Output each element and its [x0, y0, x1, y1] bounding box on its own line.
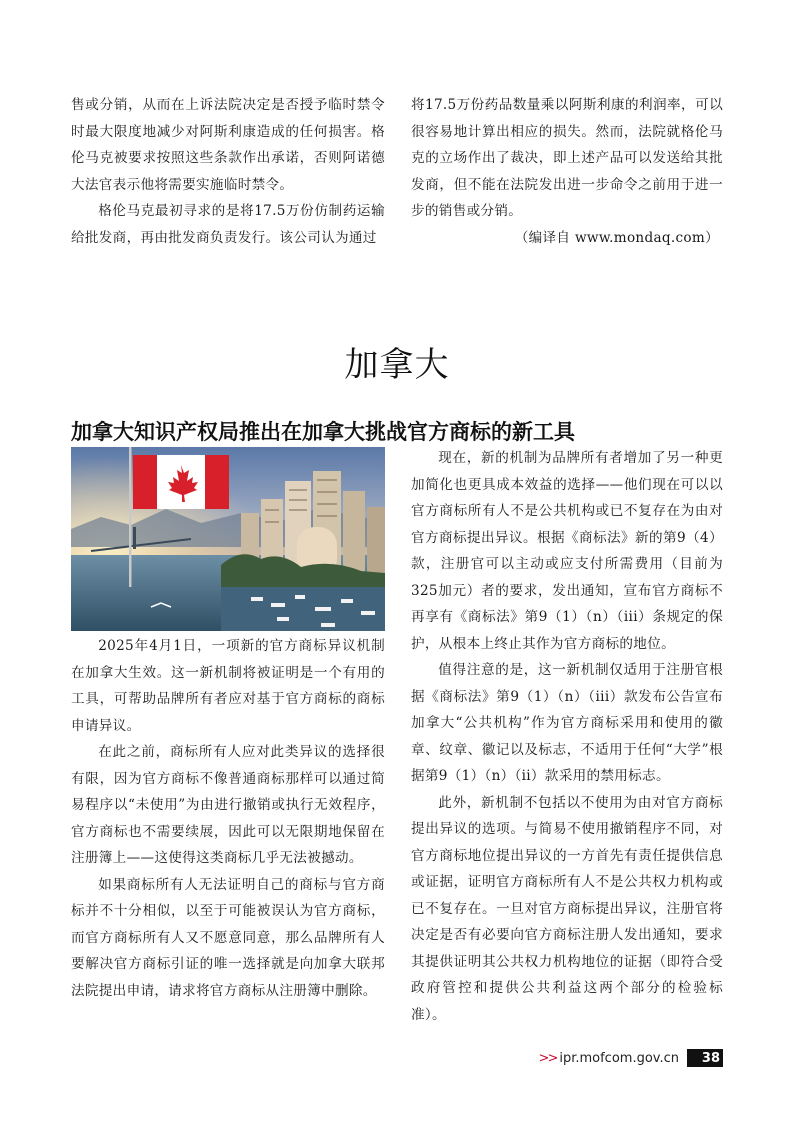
page-footer [539, 1048, 723, 1068]
vancouver-flag-photo [71, 447, 385, 631]
paragraph: 此外，新机制不包括以不使用为由对官方商标提出异议的选项。与简易不使用撤销程序不同，对官方商标地位提出异议的一方首先有责任提供信息或证据，证明官方商标所有人不是公共权力机构或已不复存在。一旦对官方商标提出异议，注册官将决定是否有必要向官方商标注册人发出通知，要求其提供证明其公共权力机构地位的证据（即符合受政府管控和提供公共利益这两个部分的检验标准）。 [411, 794, 723, 1023]
paragraph: 现在，新的机制为品牌所有者增加了另一种更加简化也更具成本效益的选择——他们现在可以以官方商标所有人不是公共机构或已不复存在为由对官方商标提出异议。根据《商标法》新的第9（4）款，注册官可以主动或应支付所需费用（目前为325加元）者的要求，发出通知，宣布官方商标不再享有《商标法》第9（1）（n）（iii）条规定的保护，从根本上终止其作为官方商标的地位。 [411, 450, 723, 652]
paragraph: 2025年4月1日，一项新的官方商标异议机制在加拿大生效。这一新机制将被证明是一个有用的工具，可帮助品牌所有者应对基于官方商标的商标申请异议。 [71, 638, 385, 734]
page-number: 38 [687, 1049, 723, 1067]
article-right-column [411, 445, 723, 1028]
paragraph: 值得注意的是，这一新机制仅适用于注册官根据《商标法》第9（1）（n）（iii）款发布公告宣布加拿大“公共机构”作为官方商标采用和使用的徽章、纹章、徽记以及标志，不适用于任何“大学”根据第9（1）（n）（ii）款采用的禁用标志。 [411, 662, 723, 784]
footer-site-link[interactable]: ipr.mofcom.gov.cn [559, 1050, 679, 1066]
double-chevron-icon: >> [538, 1050, 557, 1066]
top-left-column [71, 92, 385, 251]
paragraph: 将17.5万份药品数量乘以阿斯利康的利润率，可以很容易地计算出相应的损失。然而，法院就格伦马克的立场作出了裁决，即上述产品可以发送给其批发商，但不能在法院发出进一步命令之前用于进一步的销售或分销。 [411, 97, 723, 219]
paragraph: 格伦马克最初寻求的是将17.5万份仿制药运输给批发商，再由批发商负责发行。该公司认为通过 [71, 203, 385, 246]
paragraph: 如果商标所有人无法证明自己的商标与官方商标并不十分相似，以至于可能被误认为官方商标，而官方商标所有人又不愿意同意，那么品牌所有人要解决官方商标引证的唯一选择就是向加拿大联邦法院提出申请，请求将官方商标从注册簿中删除。 [71, 876, 385, 999]
section-title: 加拿大 [344, 345, 450, 385]
paragraph: 在此之前，商标所有人应对此类异议的选择很有限，因为官方商标不像普通商标那样可以通过简易程序以“未使用”为由进行撤销或执行无效程序，官方商标也不需要续展，因此可以无限期地保留在注册簿上——这使得这类商标几乎无法被撼动。 [71, 744, 385, 866]
top-right-column [411, 92, 723, 251]
article-title: 加拿大知识产权局推出在加拿大挑战官方商标的新工具 [71, 420, 575, 444]
article-left-column [71, 633, 385, 1004]
source-credit: （编译自 www.mondaq.com） [514, 229, 719, 246]
paragraph: 售或分销，从而在上诉法院决定是否授予临时禁令时最大限度地减少对阿斯利康造成的任何损害。格伦马克被要求按照这些条款作出承诺，否则阿诺德大法官表示他将需要实施临时禁令。 [71, 97, 385, 193]
canada-flag-icon [133, 455, 229, 509]
